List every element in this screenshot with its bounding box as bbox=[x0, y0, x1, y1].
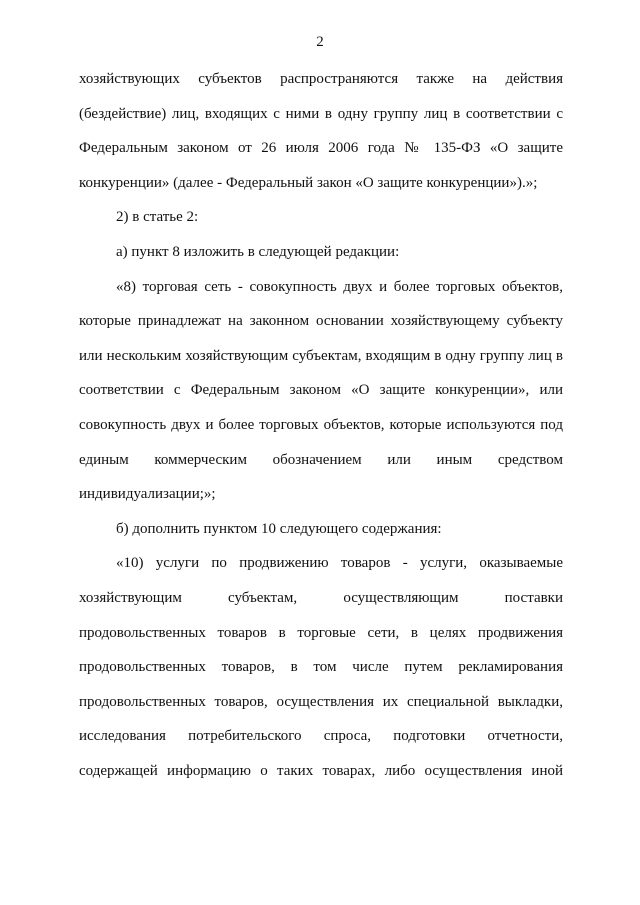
text-line: Федеральным законом от 26 июля 2006 года № 135-ФЗ «О защите bbox=[79, 140, 563, 157]
text-line: «8) торговая сеть - совокупность двух и более торговых объектов, bbox=[116, 278, 563, 295]
text-line: индивидуализации;»; bbox=[79, 486, 216, 503]
text-line: конкуренции» (далее - Федеральный закон «О защите конкуренции»).»; bbox=[79, 174, 538, 191]
text-line: соответствии с Федеральным законом «О защите конкуренции», или bbox=[79, 382, 563, 399]
text-line: (бездействие) лиц, входящих с ними в одну группу лиц в соответствии с bbox=[79, 105, 563, 122]
text-line: единым коммерческим обозначением или иным средством bbox=[79, 451, 563, 468]
text-line: 2) в статье 2: bbox=[116, 209, 199, 226]
text-line: или нескольким хозяйствующим субъектам, входящим в одну группу лиц в bbox=[79, 347, 563, 364]
text-line: продовольственных товаров, осуществления их специальной выкладки, bbox=[79, 693, 563, 710]
text-line: исследования потребительского спроса, подготовки отчетности, bbox=[79, 728, 563, 745]
page-number: 2 bbox=[316, 34, 324, 50]
text-line: продовольственных товаров, в том числе путем рекламирования bbox=[79, 659, 563, 676]
text-line: совокупность двух и более торговых объектов, которые используются под bbox=[79, 416, 563, 433]
text-line: а) пункт 8 изложить в следующей редакции: bbox=[116, 243, 400, 260]
text-line: «10) услуги по продвижению товаров - услуги, оказываемые bbox=[116, 555, 563, 572]
text-line: хозяйствующим субъектам, осуществляющим поставки bbox=[79, 589, 563, 606]
document-body bbox=[79, 62, 563, 788]
text-line: которые принадлежат на законном основании хозяйствующему субъекту bbox=[79, 313, 563, 330]
text-line: хозяйствующих субъектов распространяются также на действия bbox=[79, 71, 563, 87]
text-line: б) дополнить пунктом 10 следующего содержания: bbox=[116, 520, 442, 537]
text-line: продовольственных товаров в торговые сети, в целях продвижения bbox=[79, 624, 563, 641]
text-line: содержащей информацию о таких товарах, либо осуществления иной bbox=[79, 762, 563, 779]
